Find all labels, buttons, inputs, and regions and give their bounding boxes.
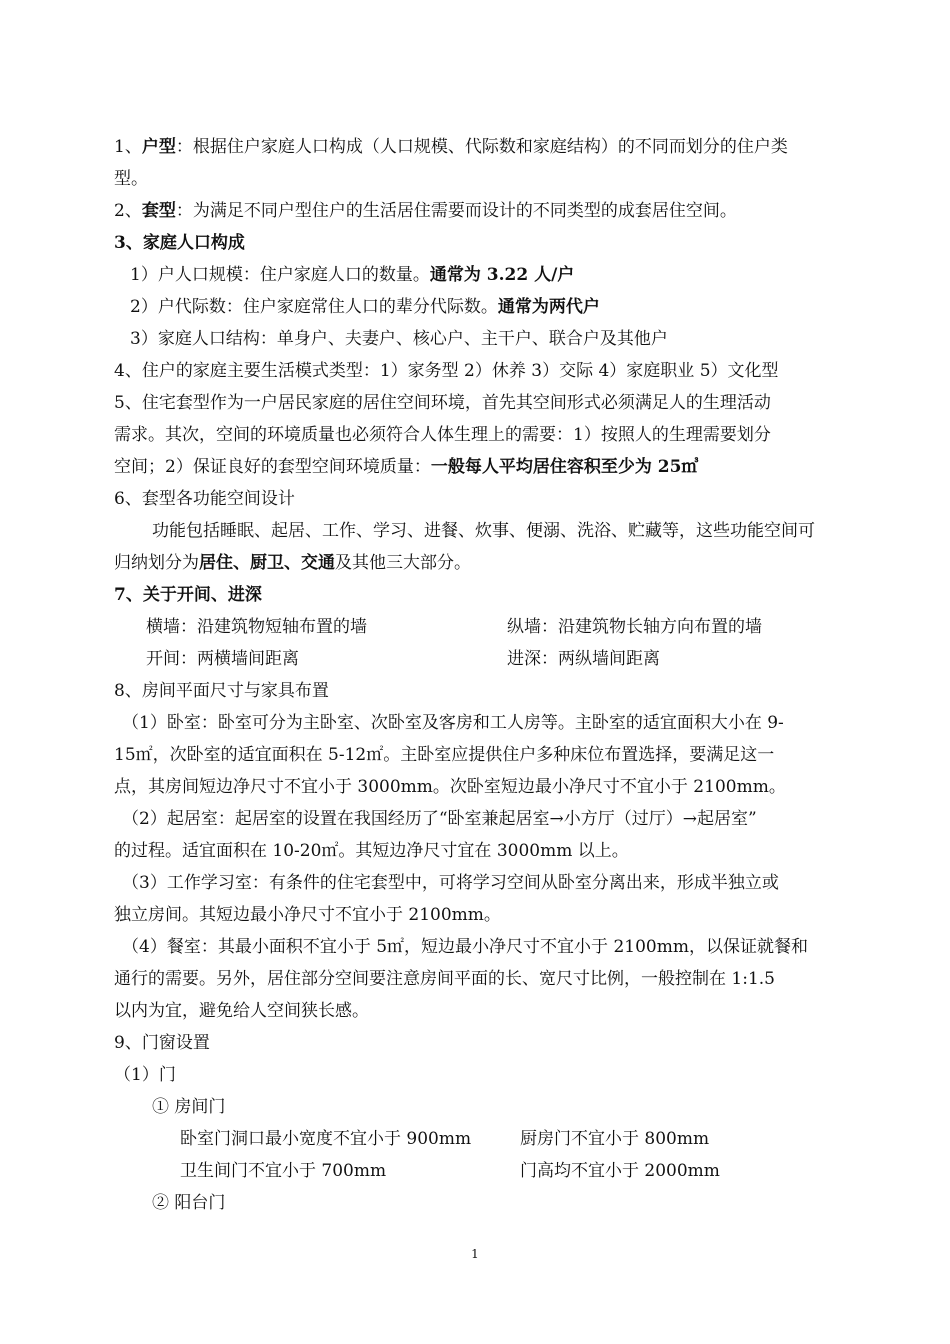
section-2-line xyxy=(114,200,737,222)
section-6-sep-1: 、 xyxy=(233,553,250,573)
section-1-line-2: 型。 xyxy=(114,169,148,189)
section-8-p1-line-3: 点，其房间短边净尺寸不宜小于 3000mm。次卧室短边最小净尺寸不宜小于 2100mm。 xyxy=(114,777,786,797)
section-6-bold-living: 居住 xyxy=(199,553,233,573)
section-6-line-1: 功能包括睡眠、起居、工作、学习、进餐、炊事、便溺、洗浴、贮藏等，这些功能空间可 xyxy=(152,521,815,541)
section-1-line-1 xyxy=(114,136,788,158)
section-6-text-c: 及其他三大部分。 xyxy=(335,553,471,573)
section-4-line: 4、住户的家庭主要生活模式类型：1）家务型 2）休养 3）交际 4）家庭职业 5）文化型 xyxy=(114,361,779,381)
section-6-sep-2: 、 xyxy=(284,553,301,573)
section-2-term: 套型 xyxy=(141,201,176,221)
section-9-door-height: 门高均不宜小于 2000mm xyxy=(520,1161,720,1181)
section-5-line-3-text: 空间；2）保证良好的套型空间环境质量： xyxy=(114,457,431,477)
section-8-p2-line-1: （2）起居室：起居室的设置在我国经历了“卧室兼起居室→小方厅（过厅）→起居室” xyxy=(122,809,757,829)
section-7-heading xyxy=(114,584,262,606)
section-9-room-door: ① 房间门 xyxy=(152,1097,226,1117)
section-8-p4-line-3: 以内为宜，避免给人空间狭长感。 xyxy=(114,1001,369,1021)
section-5-line-3-bold: 一般每人平均居住容积至少为 25㎥ xyxy=(430,457,699,477)
section-8-p4-line-2: 通行的需要。另外，居住部分空间要注意房间平面的长、宽尺寸比例，一般控制在 1:1.5 xyxy=(114,969,775,989)
section-8-p2-line-2: 的过程。适宜面积在 10-20㎡。其短边净尺寸宜在 3000mm 以上。 xyxy=(114,841,629,861)
section-3-item-2 xyxy=(130,296,600,318)
section-9-balcony-door: ② 阳台门 xyxy=(152,1193,226,1213)
section-5-line-3 xyxy=(114,456,698,478)
section-8-p4-line-1: （4）餐室：其最小面积不宜小于 5㎡，短边最小净尺寸不宜小于 2100mm，以保证就餐和 xyxy=(122,937,808,957)
section-2-number: 2、 xyxy=(114,201,142,221)
section-8-p3-line-1: （3）工作学习室：有条件的住宅套型中，可将学习空间从卧室分离出来，形成半独立或 xyxy=(122,873,779,893)
section-8-p3-line-2: 独立房间。其短边最小净尺寸不宜小于 2100mm。 xyxy=(114,905,501,925)
section-6-line-2 xyxy=(114,552,471,574)
section-6-text-a: 归纳划分为 xyxy=(114,553,199,573)
section-7-heading-text: 7、关于开间、进深 xyxy=(114,585,262,605)
section-1-term: 户型 xyxy=(141,137,176,157)
section-1-text: ：根据住户家庭人口构成（人口规模、代际数和家庭结构）的不同而划分的住户类 xyxy=(175,137,788,157)
section-3-item-1 xyxy=(130,264,574,286)
section-9-doors: （1）门 xyxy=(114,1065,176,1085)
section-3-item-2-text: 2）户代际数：住户家庭常住人口的辈分代际数。 xyxy=(130,297,498,317)
section-8-heading: 8、房间平面尺寸与家具布置 xyxy=(114,681,329,701)
section-6-bold-kitchen: 厨卫 xyxy=(250,553,284,573)
section-5-line-1: 5、住宅套型作为一户居民家庭的居住空间环境，首先其空间形式必须满足人的生理活动 xyxy=(114,393,771,413)
section-3-item-2-bold: 通常为两代户 xyxy=(497,297,600,317)
section-8-p1-line-1: （1）卧室：卧室可分为主卧室、次卧室及客房和工人房等。主卧室的适宜面积大小在 9- xyxy=(122,713,784,733)
section-7-long-wall: 纵墙：沿建筑物长轴方向布置的墙 xyxy=(507,617,762,637)
section-9-bedroom-door: 卧室门洞口最小宽度不宜小于 900mm xyxy=(180,1129,472,1149)
section-9-bathroom-door: 卫生间门不宜小于 700mm xyxy=(180,1161,387,1181)
section-1-number: 1、 xyxy=(114,137,142,157)
section-7-bay-width: 开间：两横墙间距离 xyxy=(146,649,299,669)
section-7-depth: 进深：两纵墙间距离 xyxy=(507,649,660,669)
section-9-heading: 9、门窗设置 xyxy=(114,1033,210,1053)
section-2-text: ：为满足不同户型住户的生活居住需要而设计的不同类型的成套居住空间。 xyxy=(175,201,737,221)
section-3-heading xyxy=(114,232,245,254)
section-6-bold-traffic: 交通 xyxy=(301,553,335,573)
section-6-heading: 6、套型各功能空间设计 xyxy=(114,489,295,509)
section-7-cross-wall: 横墙：沿建筑物短轴布置的墙 xyxy=(146,617,367,637)
section-9-kitchen-door: 厨房门不宜小于 800mm xyxy=(520,1129,710,1149)
section-3-item-3: 3）家庭人口结构：单身户、夫妻户、核心户、主干户、联合户及其他户 xyxy=(130,329,668,349)
section-8-p1-line-2: 15㎡，次卧室的适宜面积在 5-12㎡。主卧室应提供住户多种床位布置选择，要满足这一 xyxy=(114,745,775,765)
section-3-item-1-bold: 通常为 3.22 人/户 xyxy=(429,265,575,285)
section-3-heading-text: 3、家庭人口构成 xyxy=(114,233,245,253)
section-5-line-2: 需求。其次，空间的环境质量也必须符合人体生理上的需要：1）按照人的生理需要划分 xyxy=(114,425,771,445)
section-3-item-1-text: 1）户人口规模：住户家庭人口的数量。 xyxy=(130,265,430,285)
page-number: 1 xyxy=(471,1247,479,1261)
